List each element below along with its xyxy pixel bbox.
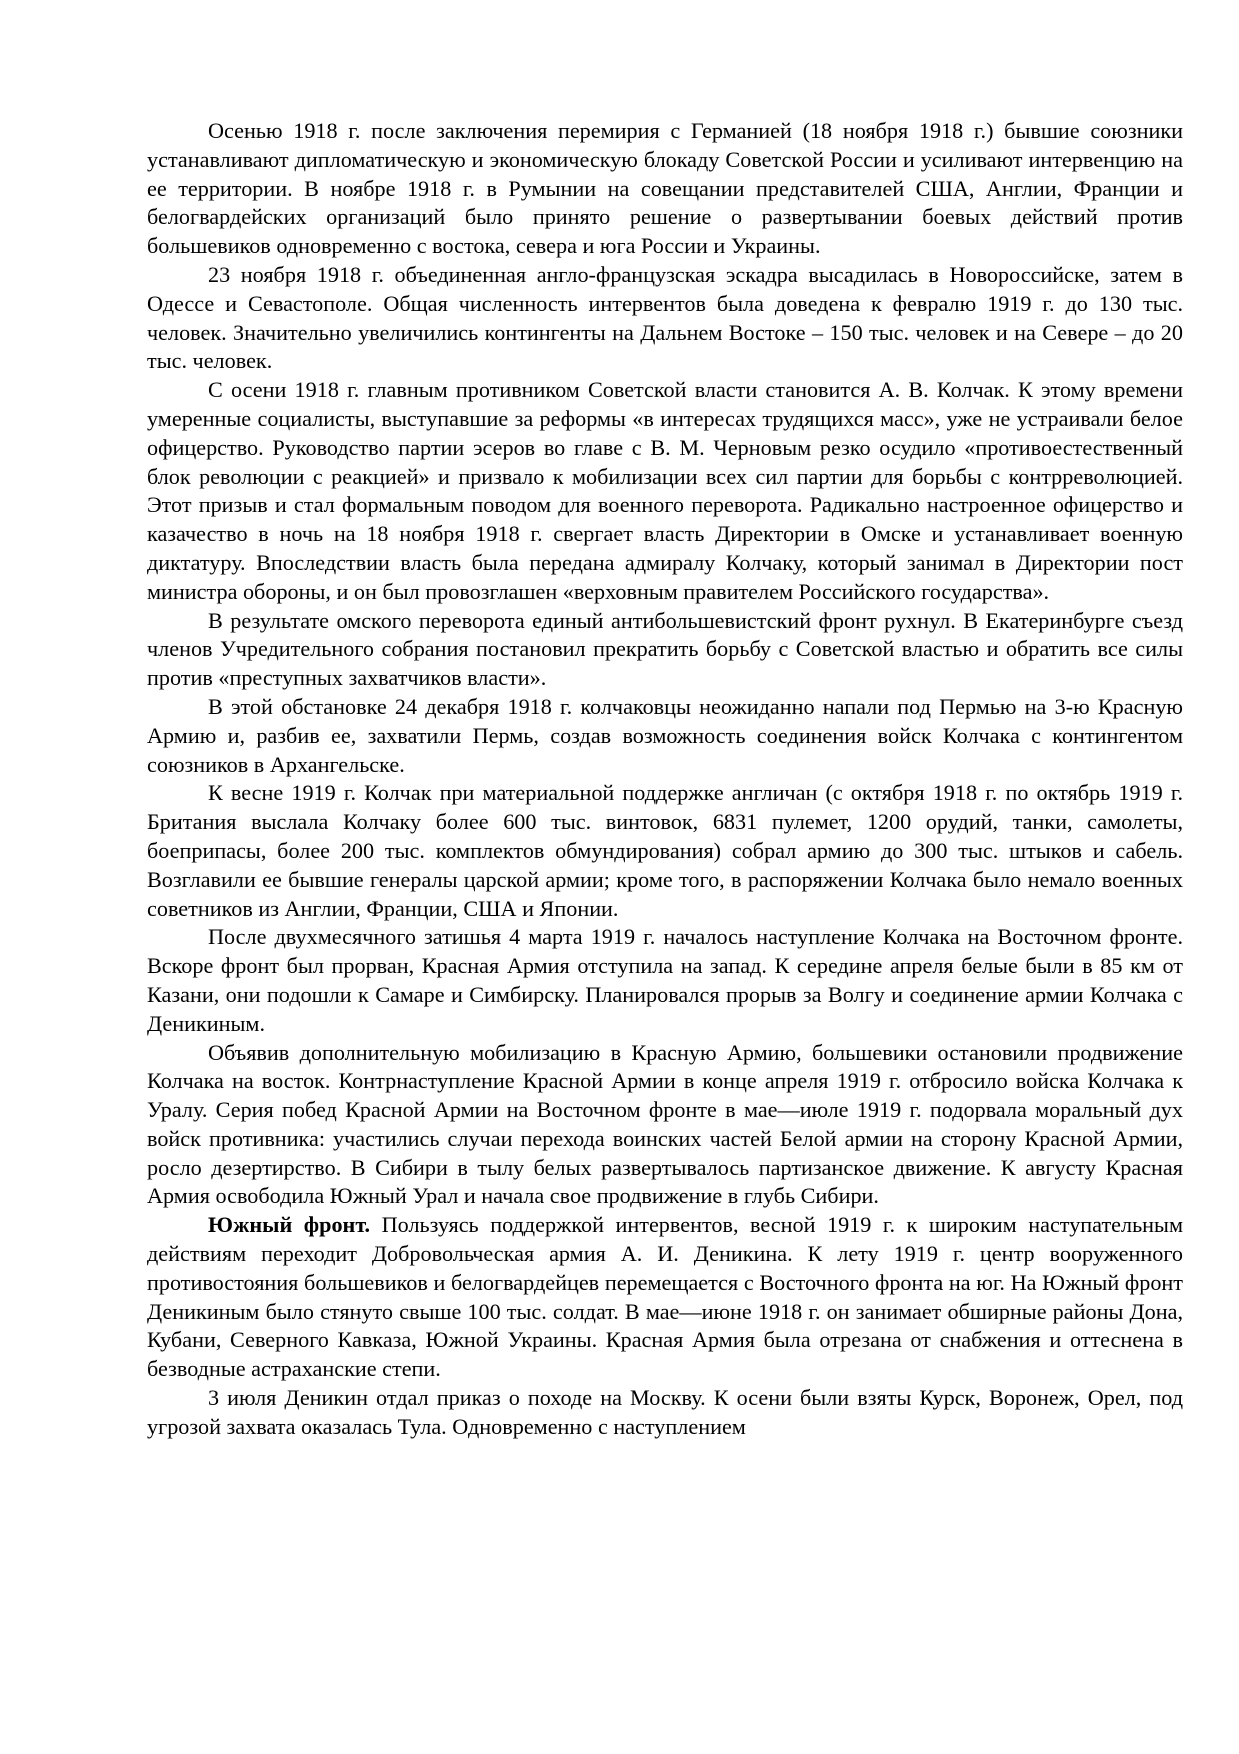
paragraph-text: Пользуясь поддержкой интервентов, весной 1919 г. к широким наступательным действиям переходит Добровольческая армия А. И. Деникина. К лету 1919 г. центр вооруженного противостояния большевиков и белогвардейцев перемещается с Восточного фронта на юг. На Южный фронт Деникиным было стянуто свыше 100 тыс. солдат. В мае—июне 1918 г. он занимает обширные районы Дона, Кубани, Северного Кавказа, Южной Украины. Красная Армия была отрезана от снабжения и оттеснена в безводные астраханские степи. — [147, 1212, 1184, 1382]
paragraph-9 — [147, 1211, 1183, 1384]
paragraph-text: В этой обстановке 24 декабря 1918 г. колчаковцы неожиданно напали под Пермью на 3-ю Красную Армию и, разбив ее, захватили Пермь, создав возможность соединения войск Колчака с контингентом союзников в Архангельске. — [147, 693, 1183, 777]
paragraph-5 — [147, 693, 1183, 779]
document-page — [147, 117, 1183, 1442]
paragraph-1 — [147, 117, 1183, 261]
paragraph-text: После двухмесячного затишья 4 марта 1919 г. началось наступление Колчака на Восточном фронте. Вскоре фронт был прорван, Красная Армия отступила на запад. К середине апреля белые были в 85 км от Казани, они подошли к Самаре и Симбирску. Планировался прорыв за Волгу и соединение армии Колчака с Деникиным. — [147, 924, 1183, 1036]
paragraph-3 — [147, 376, 1183, 606]
paragraph-2 — [147, 261, 1183, 376]
paragraph-8 — [147, 1039, 1183, 1212]
paragraph-text: Объявив дополнительную мобилизацию в Красную Армию, большевики остановили продвижение Колчака на восток. Контрнаступление Красной Армии в конце апреля 1919 г. отбросило войска Колчака к Уралу. Серия побед Красной Армии на Восточном фронте в мае—июле 1919 г. подорвала моральный дух войск противника: участились случаи перехода воинских частей Белой армии на сторону Красной Армии, росло дезертирство. В Сибири в тылу белых развертывалось партизанское движение. К августу Красная Армия освободила Южный Урал и начала свое продвижение в глубь Сибири. — [147, 1039, 1183, 1209]
section-heading-southern-front: Южный фронт. — [208, 1212, 371, 1238]
paragraph-text: 3 июля Деникин отдал приказ о походе на Москву. К осени были взяты Курск, Воронеж, Орел, под угрозой захвата оказалась Тула. Одновременно с наступлением — [147, 1385, 1183, 1439]
paragraph-10 — [147, 1384, 1183, 1442]
paragraph-text: К весне 1919 г. Колчак при материальной поддержке англичан (с октября 1918 г. по октябрь 1919 г. Британия выслала Колчаку более 600 тыс. винтовок, 6831 пулемет, 1200 орудий, танки, самолеты, боеприпасы, более 200 тыс. комплектов обмундирования) собрал армию до 300 тыс. штыков и сабель. Возглавили ее бывшие генералы царской армии; кроме того, в распоряжении Колчака было немало военных советников из Англии, Франции, США и Японии. — [147, 780, 1183, 921]
paragraph-text: Осенью 1918 г. после заключения перемирия с Германией (18 ноября 1918 г.) бывшие союзники устанавливают дипломатическую и экономическую блокаду Советской России и усиливают интервенцию на ее территории. В ноябре 1918 г. в Румынии на совещании представителей США, Англии, Франции и белогвардейских организаций было принято решение о развертывании боевых действий против большевиков одновременно с востока, севера и юга России и Украины. — [147, 118, 1183, 259]
paragraph-4 — [147, 607, 1183, 693]
paragraph-text: В результате омского переворота единый антибольшевистский фронт рухнул. В Екатеринбурге съезд членов Учредительного собрания постановил прекратить борьбу с Советской властью и обратить все силы против «преступных захватчиков власти». — [147, 607, 1183, 691]
paragraph-6 — [147, 779, 1183, 923]
paragraph-text: С осени 1918 г. главным противником Советской власти становится А. В. Колчак. К этому времени умеренные социалисты, выступавшие за реформы «в интересах трудящихся масс», уже не устраивали белое офицерство. Руководство партии эсеров во главе с В. М. Черновым резко осудило «противоестественный блок революции с реакцией» и призвало к мобилизации всех сил партии для борьбы с контрреволюцией. Этот призыв и стал формальным поводом для военного переворота. Радикально настроенное офицерство и казачество в ночь на 18 ноября 1918 г. свергает власть Директории в Омске и устанавливает военную диктатуру. Впоследствии власть была передана адмиралу Колчаку, который занимал в Директории пост министра обороны, и он был провозглашен «верховным правителем Российского государства». — [147, 377, 1183, 604]
paragraph-text: 23 ноября 1918 г. объединенная англо-французская эскадра высадилась в Новороссийске, затем в Одессе и Севастополе. Общая численность интервентов была доведена к февралю 1919 г. до 130 тыс. человек. Значительно увеличились контингенты на Дальнем Востоке – 150 тыс. человек и на Севере – до 20 тыс. человек. — [147, 261, 1183, 374]
paragraph-7 — [147, 923, 1183, 1038]
